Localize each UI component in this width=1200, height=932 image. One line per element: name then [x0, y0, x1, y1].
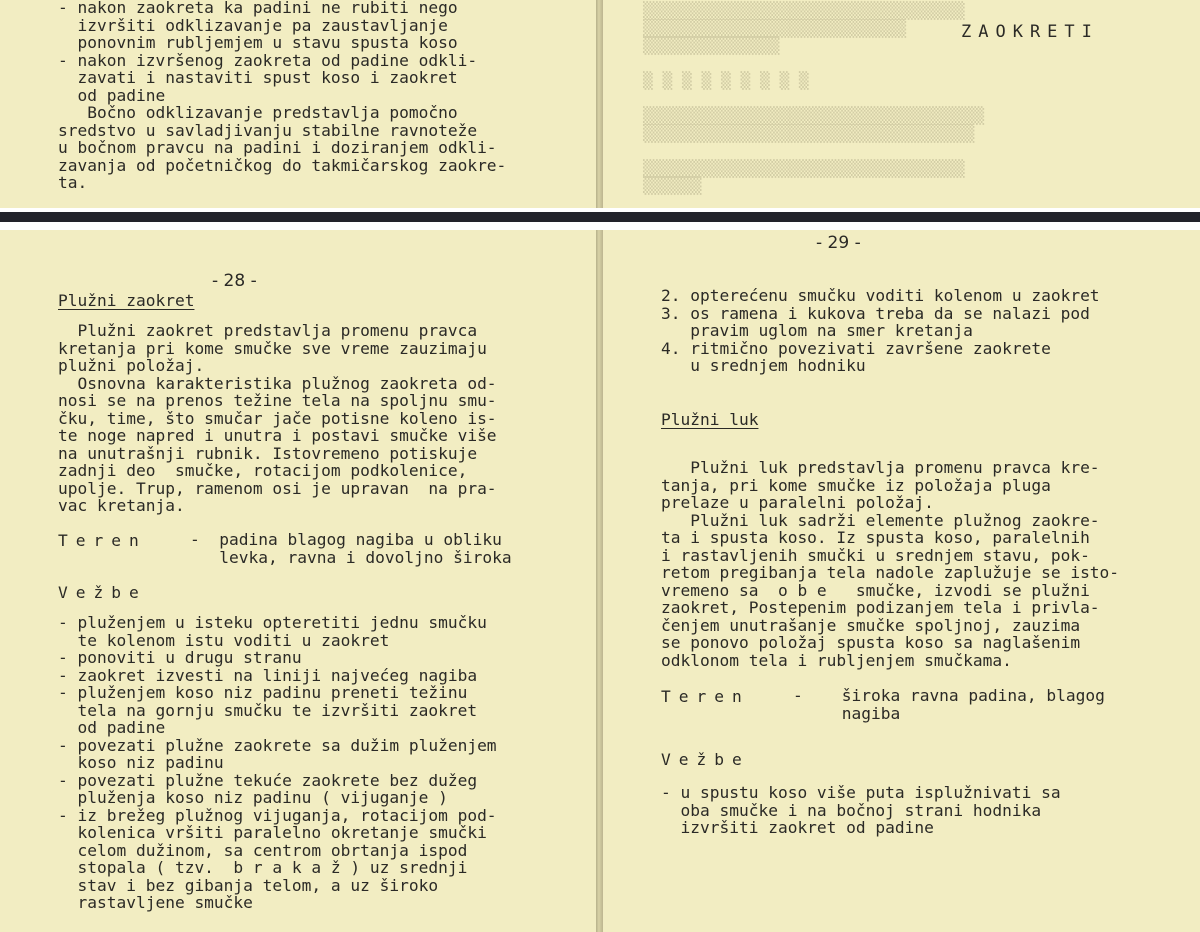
text-line: u srednjem hodniku: [661, 356, 866, 375]
text-line: - ponoviti u drugu stranu: [58, 648, 302, 667]
text-line: 3. os ramena i kukova treba da se nalazi pod: [661, 303, 1090, 323]
text-line: ta.: [58, 173, 88, 192]
text-line: retom pregibanja tela nadole zaplužuje se isto-: [661, 563, 1120, 582]
teren-text: [793, 687, 1105, 722]
text-line: - iz brežeg plužnog vijuganja, rotacijom pod-: [58, 805, 497, 825]
scan-divider: [0, 208, 1200, 230]
text-line: - nakon zaokreta ka padini ne rubiti nego: [58, 0, 458, 17]
text-line: stav i bez gibanja telom, a uz široko: [58, 875, 439, 895]
text-line: u bočnom pravcu na padini i doziranjem odkli-: [58, 138, 497, 157]
text-line: upolje. Trup, ramenom osi je upravan na pra-: [58, 478, 497, 498]
text-line: nosi se na prenos težine tela na spoljnu smu-: [58, 391, 497, 410]
text-line: i rastavljenih smučki u srednjem stavu, pok-: [661, 545, 1090, 565]
vezbe-label: Vežbe: [58, 583, 147, 602]
text-line: 2. opterećenu smučku voditi kolenom u zaokret: [661, 286, 1100, 305]
vezbe-label: Vežbe: [661, 750, 750, 769]
exercise-list: [58, 614, 497, 912]
text-line: sredstvo u savladjivanju stabilne ravnoteže: [58, 120, 478, 140]
text-line: te kolenom istu voditi u zaokret: [58, 630, 390, 650]
text-line: ponovnim rubljemjem u stavu spusta koso: [58, 33, 458, 52]
text-line: rastavljene smučke: [58, 893, 253, 912]
text-line: levka, ravna i dovoljno široka: [190, 547, 512, 567]
text-line: ta i spusta koso. Iz spusta koso, paralelnih: [661, 528, 1090, 547]
text-line: nagiba: [793, 703, 901, 723]
text-line: - zaokret izvesti na liniji najvećeg nagiba: [58, 665, 478, 685]
text-line: tanja, pri kome smučke iz položaja pluga: [661, 475, 1051, 495]
section-title: ZAOKRETI: [961, 22, 1099, 42]
top-right-page-fragment: [603, 0, 1200, 208]
text-line: čku, time, što smučar jače potisne koleno is-: [58, 408, 497, 428]
text-line: - padina blagog nagiba u obliku: [190, 530, 502, 549]
text-line: zaokret, Postepenim podizanjem tela i privla-: [661, 598, 1100, 617]
top-left-page-fragment: [0, 0, 596, 208]
page-28: [0, 230, 596, 932]
text-line: - pluženjem koso niz padinu preneti težinu: [58, 683, 468, 702]
text-line: čenjem unutrašanje smučke spoljnoj, zauzima: [661, 615, 1081, 635]
section-heading: Plužni luk: [661, 410, 759, 429]
text-line: - pluženjem u isteku opteretiti jednu smučku: [58, 613, 487, 632]
text-line: te noge napred i unutra i postavi smučke više: [58, 426, 497, 445]
text-line: - široka ravna padina, blagog: [793, 686, 1105, 705]
text-line: - povezati plužne zaokrete sa dužim pluženjem: [58, 735, 497, 755]
text-line: kolenica vršiti paralelno okretanje smučki: [58, 823, 487, 842]
text-line: Osnovna karakteristika plužnog zaokreta od-: [58, 373, 497, 393]
text-line: zavanja od početničkog do takmičarskog zaokre-: [58, 155, 507, 175]
text-line: od padine: [58, 718, 166, 737]
intro-paragraph: [58, 322, 497, 515]
body-paragraph: [661, 459, 1119, 669]
teren-label: Teren: [661, 687, 750, 706]
text-line: pravim uglom na smer kretanja: [661, 321, 973, 340]
text-line: izvršiti zaokret od padine: [661, 818, 934, 837]
text-line: pluženja koso niz padinu ( vijuganje ): [58, 788, 448, 807]
text-line: stopala ( tzv. b r a k a ž ) uz srednji: [58, 858, 468, 877]
text-line: - u spustu koso više puta isplužnivati sa: [661, 783, 1061, 802]
page-number: - 28 -: [212, 271, 257, 291]
bleed-through-text: ▒▒▒▒▒▒▒▒▒▒▒▒▒▒▒▒▒▒▒▒▒▒▒▒▒▒▒▒▒▒▒▒▒ ▒▒▒▒▒▒▒▒▒▒▒▒▒▒▒▒▒▒▒▒▒▒▒▒▒▒▒ ▒▒▒▒▒▒▒▒▒▒▒▒▒▒ ▒ ▒ ▒ ▒ ▒ ▒ ▒ ▒ ▒ ▒▒▒▒▒▒▒▒▒▒▒▒▒▒▒▒▒▒▒▒▒▒▒▒▒▒▒▒▒▒▒▒▒▒▒ ▒▒▒▒▒▒▒▒▒▒▒▒▒▒▒▒▒▒▒▒▒▒▒▒▒▒▒▒▒▒▒▒▒▒ ▒▒▒▒▒▒▒▒▒▒▒▒▒▒▒▒▒▒▒▒▒▒▒▒▒▒▒▒▒▒▒▒▒ ▒▒▒▒▒▒: [643, 1, 985, 195]
book-gutter: [596, 0, 603, 932]
text-line: prelaze u paralelni položaj.: [661, 493, 934, 512]
section-heading: Plužni zaokret: [58, 291, 195, 310]
text-line: se ponovo položaj spusta koso sa naglašenim: [661, 633, 1081, 652]
text-line: - povezati plužne tekuće zaokrete bez dužeg: [58, 770, 478, 790]
text-line: koso niz padinu: [58, 753, 224, 772]
text-line: na unutrašnji rubnik. Istovremeno potiskuje: [58, 443, 478, 463]
text-line: vremeno sa o b e smučke, izvodi se plužni: [661, 580, 1090, 600]
numbered-list: [661, 287, 1100, 375]
text-line: 4. ritmično povezivati završene zaokrete: [661, 338, 1051, 358]
text-line: Plužni luk predstavlja promenu pravca kre-: [661, 458, 1100, 477]
page-number: - 29 -: [816, 233, 861, 253]
text-line: zadnji deo smučke, rotacijom podkolenice,: [58, 461, 468, 480]
text-line: Plužni zaokret predstavlja promenu pravca: [58, 321, 478, 340]
text-line: tela na gornju smučku te izvršiti zaokret: [58, 700, 478, 720]
text-line: od padine: [58, 85, 166, 105]
text-line: Bočno odklizavanje predstavlja pomočno: [58, 103, 458, 122]
text-line: Plužni luk sadrži elemente plužnog zaokre-: [661, 510, 1100, 530]
exercise-list: [661, 784, 1061, 837]
teren-label: Teren: [58, 531, 147, 550]
text-line: izvršiti odklizavanje pa zaustavljanje: [58, 15, 448, 35]
teren-text: [190, 531, 512, 566]
text-line: odklonom tela i rubljenjem smučkama.: [661, 650, 1012, 670]
top-left-text: [58, 0, 506, 192]
text-line: zavati i nastaviti spust koso i zaokret: [58, 68, 458, 87]
page-29: [603, 230, 1200, 932]
text-line: plužni položaj.: [58, 356, 205, 375]
text-line: vac kretanja.: [58, 496, 185, 515]
text-line: oba smučke i na bočnoj strani hodnika: [661, 800, 1042, 820]
text-line: - nakon izvršenog zaokreta od padine odkli-: [58, 50, 478, 70]
text-line: kretanja pri kome smučke sve vreme zauzimaju: [58, 338, 487, 358]
text-line: celom dužinom, sa centrom obrtanja ispod: [58, 840, 468, 860]
